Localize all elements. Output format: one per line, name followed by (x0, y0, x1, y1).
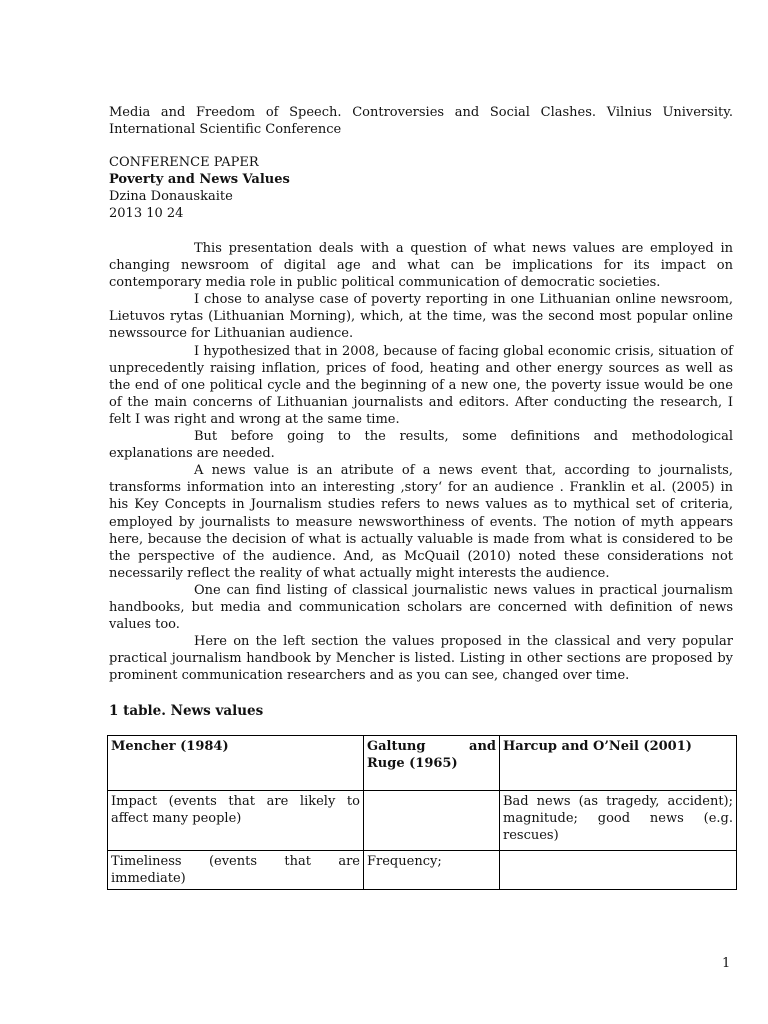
table-header-cell: Mencher (1984) (108, 736, 364, 791)
table-row (108, 851, 737, 890)
paper-author: Dzina Donauskaite (109, 189, 233, 205)
paper-meta (109, 154, 733, 222)
table-header-row (108, 736, 737, 791)
table-cell (364, 791, 500, 851)
paper-label: CONFERENCE PAPER (109, 155, 259, 170)
table-cell: Timeliness (events that are immediate) (108, 851, 364, 890)
table-header-cell: Galtung and Ruge (1965) (364, 736, 500, 791)
paragraph: But before going to the results, some definitions and methodological explanations are needed. (109, 429, 733, 462)
paragraph: I chose to analyse case of poverty reporting in one Lithuanian online newsroom, Lietuvos rytas (Lithuanian Morning), which, at the time, was the second most popular online newssource for Lithuanian audience. (109, 292, 733, 342)
table-cell: Impact (events that are likely to affect many people) (108, 791, 364, 851)
page-number: 1 (722, 956, 731, 971)
paper-date: 2013 10 24 (109, 206, 184, 222)
paragraph: One can find listing of classical journalistic news values in practical journalism handbooks, but media and communication scholars are concerned with definition of news values too. (109, 582, 733, 633)
table-cell: Frequency; (364, 851, 500, 890)
paragraph: A news value is an atribute of a news event that, according to journalists, transforms information into an interesting ‚story‘ for an audience . Franklin et al. (2005) in his Key Concepts in Journalism studies refers to news values as to mythical set of criteria, employed by journalists to measure newsworthiness of events. The notion of myth appears here, because the decision of what is actually valuable is made from what is considered to be the perspective of the audience. And, as McQuail (2010) noted these considerations not necessarily reflect the reality of what actually might interests the audience. (109, 463, 733, 581)
table-cell: Bad news (as tragedy, accident); magnitude; good news (e.g. rescues) (500, 791, 737, 851)
paragraph: Here on the left section the values proposed in the classical and very popular practical journalism handbook by Mencher is listed. Listing in other sections are proposed by prominent communication researchers and as you can see, changed over time. (109, 634, 733, 684)
table-row (108, 791, 737, 851)
conference-header: Media and Freedom of Speech. Controversies and Social Clashes. Vilnius University. International Scientific Conference (109, 105, 733, 138)
table-title: 1 table. News values (109, 703, 264, 719)
paragraph: This presentation deals with a question of what news values are employed in changing newsroom of digital age and what can be implications for its impact on contemporary media role in public political communication of democratic societies. (109, 241, 733, 291)
body-text (109, 240, 733, 684)
paragraph: I hypothesized that in 2008, because of facing global economic crisis, situation of unprecedently raising inflation, prices of food, heating and other energy sources as well as the end of one political cycle and the beginning of a new one, the poverty issue would be one of the main concerns of Lithuanian journalists and editors. After conducting the research, I felt I was right and wrong at the same time. (109, 343, 733, 427)
news-values-table (107, 735, 737, 890)
paper-title: Poverty and News Values (109, 172, 290, 188)
table-header-cell: Harcup and O’Neil (2001) (500, 736, 737, 791)
table-cell (500, 851, 737, 890)
